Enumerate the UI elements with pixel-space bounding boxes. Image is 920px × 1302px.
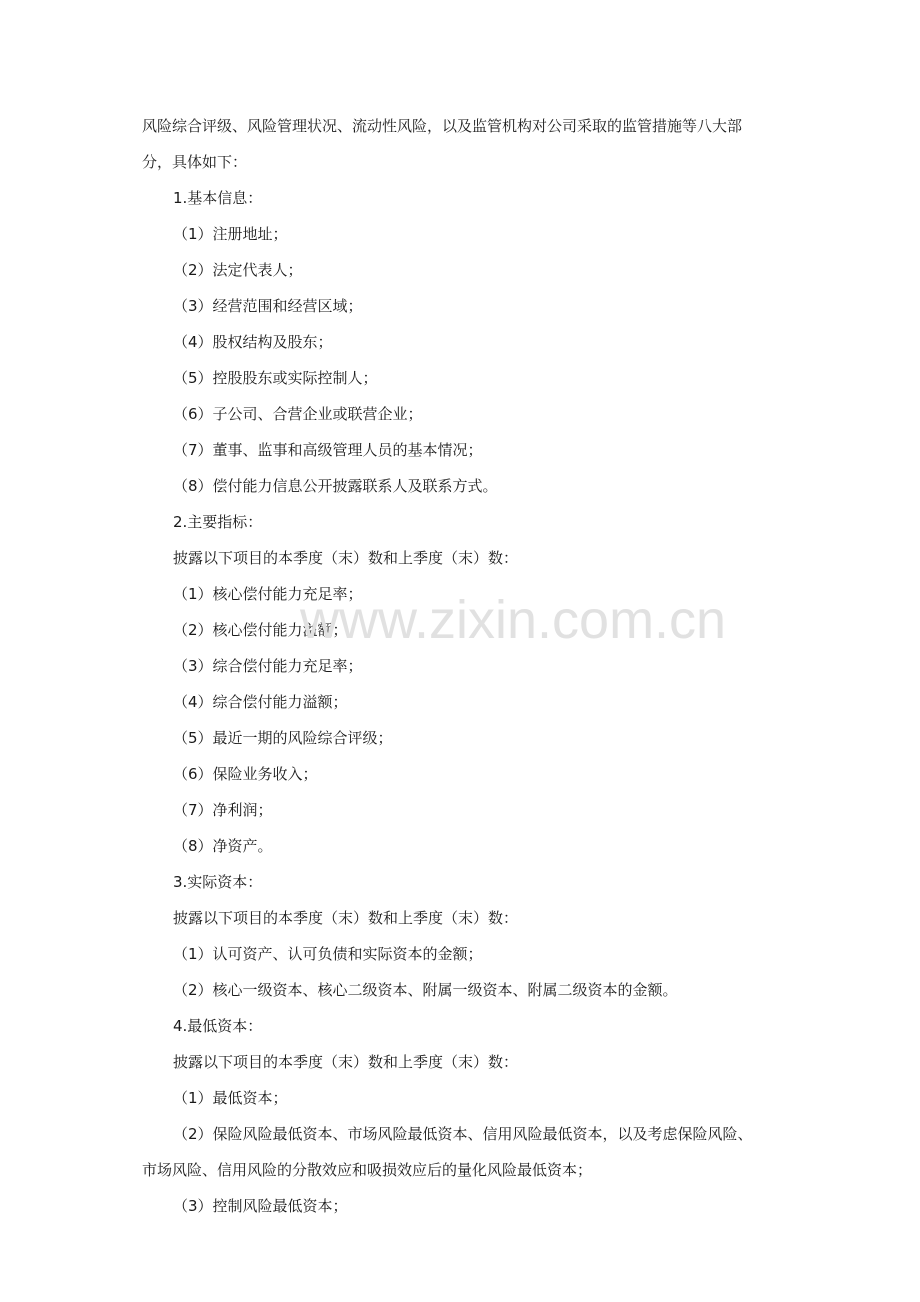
list-item: （3）综合偿付能力充足率； — [173, 657, 363, 675]
watermark: www.zixin.com.cn — [300, 590, 727, 650]
list-item: （2）核心偿付能力溢额； — [173, 621, 348, 639]
list-item: （4）综合偿付能力溢额； — [173, 693, 348, 711]
document-body — [142, 108, 802, 1224]
list-item: （2）核心一级资本、核心二级资本、附属一级资本、附属二级资本的金额。 — [173, 981, 678, 999]
list-item: （5）最近一期的风险综合评级； — [173, 729, 393, 747]
section-heading-actual-capital: 3.实际资本： — [173, 873, 263, 891]
list-item: （3）经营范围和经营区域； — [173, 297, 363, 315]
list-item: （8）净资产。 — [173, 837, 273, 855]
list-item: （3）控制风险最低资本； — [173, 1197, 348, 1215]
list-item-continuation: 市场风险、信用风险的分散效应和吸损效应后的量化风险最低资本； — [142, 1161, 593, 1179]
list-item: （8）偿付能力信息公开披露联系人及联系方式。 — [173, 477, 498, 495]
list-item: （1）认可资产、认可负债和实际资本的金额； — [173, 945, 483, 963]
list-item: （2）法定代表人； — [173, 261, 303, 279]
section-intro: 披露以下项目的本季度（末）数和上季度（末）数： — [173, 549, 519, 567]
paragraph-line: 风险综合评级、风险管理状况、流动性风险，以及监管机构对公司采取的监管措施等八大部 — [142, 117, 743, 135]
list-item: （1）核心偿付能力充足率； — [173, 585, 363, 603]
section-heading-main-indicators: 2.主要指标： — [173, 513, 263, 531]
section-heading-minimum-capital: 4.最低资本： — [173, 1017, 263, 1035]
list-item: （6）子公司、合营企业或联营企业； — [173, 405, 423, 423]
list-item: （7）董事、监事和高级管理人员的基本情况； — [173, 441, 483, 459]
list-item: （1）最低资本； — [173, 1089, 288, 1107]
list-item: （4）股权结构及股东； — [173, 333, 333, 351]
section-intro: 披露以下项目的本季度（末）数和上季度（末）数： — [173, 1053, 519, 1071]
paragraph-line: 分，具体如下： — [142, 153, 248, 171]
list-item: （5）控股股东或实际控制人； — [173, 369, 378, 387]
list-item: （1）注册地址； — [173, 225, 288, 243]
section-heading-basic-info: 1.基本信息： — [173, 189, 263, 207]
list-item: （6）保险业务收入； — [173, 765, 318, 783]
list-item: （7）净利润； — [173, 801, 273, 819]
list-item: （2）保险风险最低资本、市场风险最低资本、信用风险最低资本，以及考虑保险风险、 — [173, 1125, 753, 1143]
section-intro: 披露以下项目的本季度（末）数和上季度（末）数： — [173, 909, 519, 927]
